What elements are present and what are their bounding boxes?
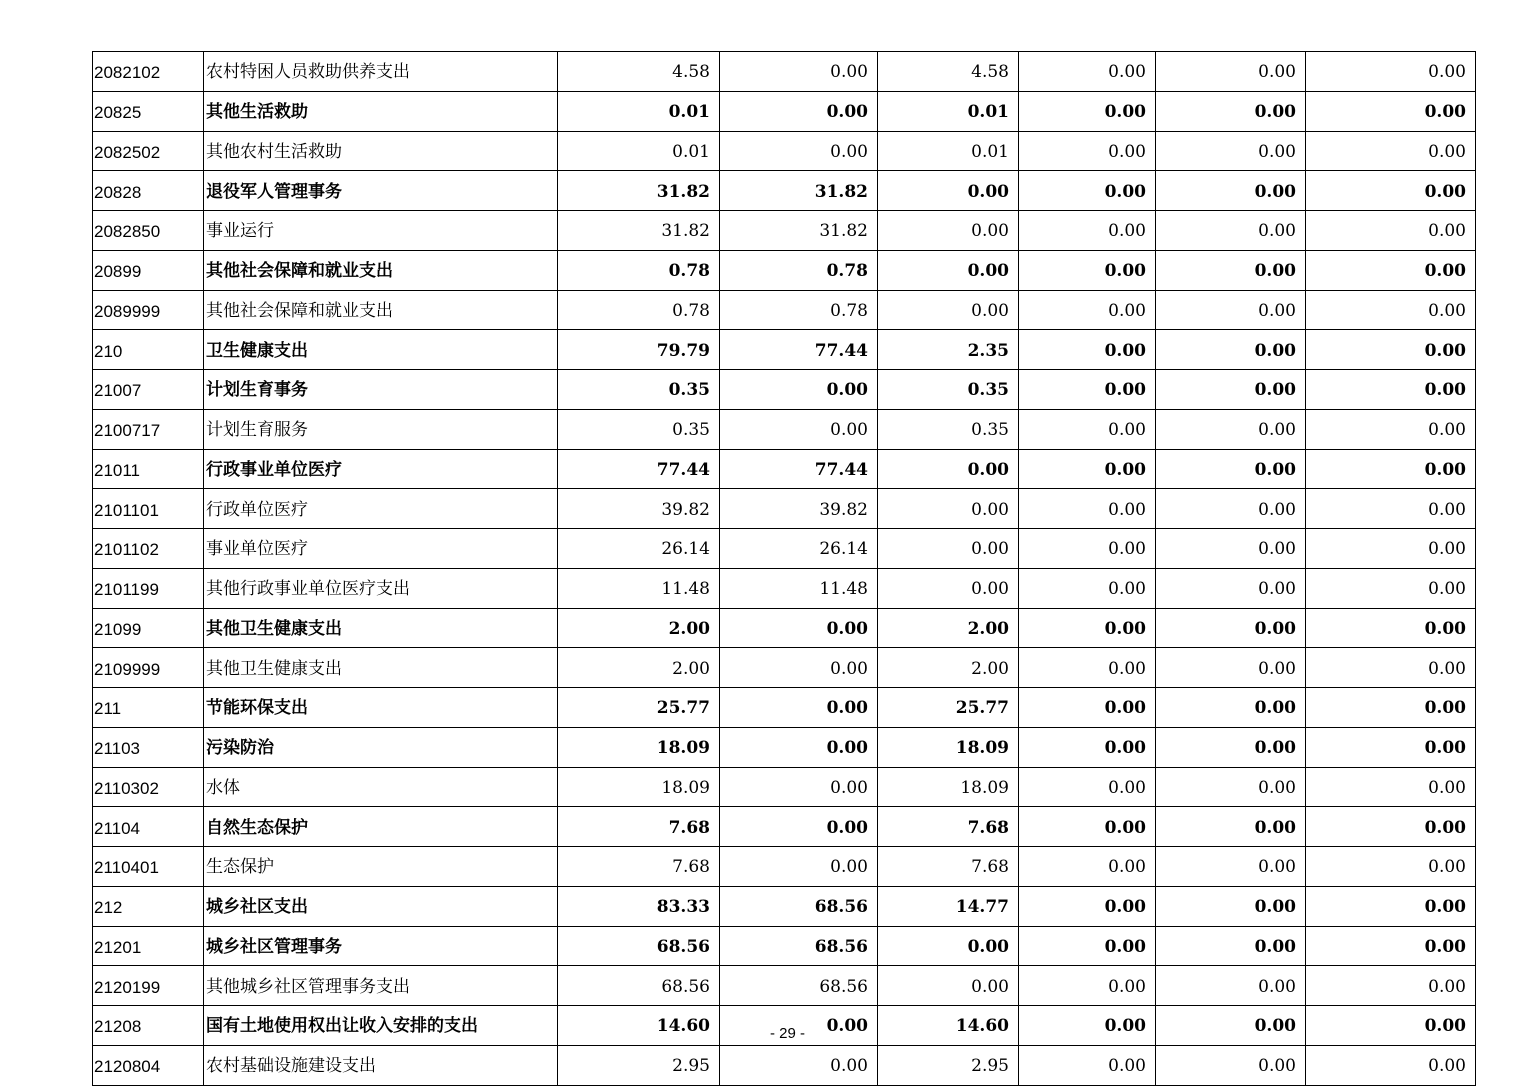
amount-cell-col-5: 0.00 bbox=[1156, 807, 1306, 847]
amount-cell-col-3: 0.01 bbox=[878, 131, 1019, 171]
amount-cell-col-2: 0.00 bbox=[720, 52, 878, 92]
amount-cell-col-2: 0.78 bbox=[720, 290, 878, 330]
subject-name-cell: 事业单位医疗 bbox=[204, 529, 558, 569]
amount-cell-col-4: 0.00 bbox=[1019, 529, 1156, 569]
amount-cell-col-5: 0.00 bbox=[1156, 211, 1306, 251]
amount-cell-col-2: 77.44 bbox=[720, 449, 878, 489]
amount-cell-col-2: 77.44 bbox=[720, 330, 878, 370]
amount-cell-col-4: 0.00 bbox=[1019, 966, 1156, 1006]
amount-cell-col-2: 0.00 bbox=[720, 767, 878, 807]
subject-code-cell: 20825 bbox=[93, 91, 204, 131]
amount-cell-col-5: 0.00 bbox=[1156, 608, 1306, 648]
amount-cell-col-3: 2.95 bbox=[878, 1045, 1019, 1085]
subject-name-cell: 其他行政事业单位医疗支出 bbox=[204, 568, 558, 608]
amount-cell-col-2: 0.00 bbox=[720, 847, 878, 887]
amount-cell-col-4: 0.00 bbox=[1019, 767, 1156, 807]
amount-cell-col-1: 39.82 bbox=[558, 489, 720, 529]
amount-cell-col-6: 0.00 bbox=[1306, 568, 1476, 608]
amount-cell-col-2: 0.78 bbox=[720, 250, 878, 290]
amount-cell-col-5: 0.00 bbox=[1156, 171, 1306, 211]
amount-cell-col-4: 0.00 bbox=[1019, 250, 1156, 290]
amount-cell-col-5: 0.00 bbox=[1156, 568, 1306, 608]
table-row bbox=[93, 966, 1476, 1006]
amount-cell-col-4: 0.00 bbox=[1019, 568, 1156, 608]
subject-code-cell: 2082102 bbox=[93, 52, 204, 92]
subject-name-cell: 污染防治 bbox=[204, 727, 558, 767]
table-row bbox=[93, 489, 1476, 529]
amount-cell-col-5: 0.00 bbox=[1156, 290, 1306, 330]
amount-cell-col-6: 0.00 bbox=[1306, 727, 1476, 767]
table-row bbox=[93, 250, 1476, 290]
amount-cell-col-1: 83.33 bbox=[558, 886, 720, 926]
amount-cell-col-6: 0.00 bbox=[1306, 91, 1476, 131]
subject-code-cell: 2120199 bbox=[93, 966, 204, 1006]
amount-cell-col-6: 0.00 bbox=[1306, 886, 1476, 926]
amount-cell-col-3: 25.77 bbox=[878, 688, 1019, 728]
table-row bbox=[93, 886, 1476, 926]
amount-cell-col-6: 0.00 bbox=[1306, 608, 1476, 648]
amount-cell-col-6: 0.00 bbox=[1306, 250, 1476, 290]
amount-cell-col-1: 0.78 bbox=[558, 290, 720, 330]
subject-name-cell: 其他社会保障和就业支出 bbox=[204, 250, 558, 290]
amount-cell-col-2: 68.56 bbox=[720, 886, 878, 926]
subject-name-cell: 其他卫生健康支出 bbox=[204, 648, 558, 688]
amount-cell-col-3: 4.58 bbox=[878, 52, 1019, 92]
amount-cell-col-1: 4.58 bbox=[558, 52, 720, 92]
subject-name-cell: 城乡社区管理事务 bbox=[204, 926, 558, 966]
subject-name-cell: 计划生育事务 bbox=[204, 370, 558, 410]
amount-cell-col-1: 0.35 bbox=[558, 370, 720, 410]
amount-cell-col-6: 0.00 bbox=[1306, 767, 1476, 807]
subject-code-cell: 2120804 bbox=[93, 1045, 204, 1085]
amount-cell-col-5: 0.00 bbox=[1156, 886, 1306, 926]
amount-cell-col-4: 0.00 bbox=[1019, 290, 1156, 330]
amount-cell-col-1: 26.14 bbox=[558, 529, 720, 569]
amount-cell-col-6: 0.00 bbox=[1306, 171, 1476, 211]
subject-code-cell: 21099 bbox=[93, 608, 204, 648]
subject-name-cell: 城乡社区支出 bbox=[204, 886, 558, 926]
amount-cell-col-3: 0.00 bbox=[878, 449, 1019, 489]
subject-name-cell: 其他城乡社区管理事务支出 bbox=[204, 966, 558, 1006]
amount-cell-col-5: 0.00 bbox=[1156, 330, 1306, 370]
amount-cell-col-3: 2.00 bbox=[878, 608, 1019, 648]
amount-cell-col-2: 0.00 bbox=[720, 648, 878, 688]
amount-cell-col-6: 0.00 bbox=[1306, 330, 1476, 370]
table-row bbox=[93, 449, 1476, 489]
amount-cell-col-1: 31.82 bbox=[558, 211, 720, 251]
table-row bbox=[93, 131, 1476, 171]
amount-cell-col-2: 0.00 bbox=[720, 409, 878, 449]
subject-name-cell: 卫生健康支出 bbox=[204, 330, 558, 370]
amount-cell-col-2: 0.00 bbox=[720, 1006, 878, 1046]
amount-cell-col-3: 0.35 bbox=[878, 370, 1019, 410]
amount-cell-col-2: 0.00 bbox=[720, 131, 878, 171]
amount-cell-col-6: 0.00 bbox=[1306, 489, 1476, 529]
amount-cell-col-4: 0.00 bbox=[1019, 449, 1156, 489]
subject-name-cell: 节能环保支出 bbox=[204, 688, 558, 728]
amount-cell-col-5: 0.00 bbox=[1156, 409, 1306, 449]
subject-code-cell: 2089999 bbox=[93, 290, 204, 330]
amount-cell-col-3: 0.00 bbox=[878, 568, 1019, 608]
subject-name-cell: 其他农村生活救助 bbox=[204, 131, 558, 171]
table-row bbox=[93, 171, 1476, 211]
subject-code-cell: 2109999 bbox=[93, 648, 204, 688]
subject-name-cell: 计划生育服务 bbox=[204, 409, 558, 449]
table-row bbox=[93, 409, 1476, 449]
amount-cell-col-5: 0.00 bbox=[1156, 489, 1306, 529]
amount-cell-col-5: 0.00 bbox=[1156, 1006, 1306, 1046]
amount-cell-col-6: 0.00 bbox=[1306, 370, 1476, 410]
subject-name-cell: 水体 bbox=[204, 767, 558, 807]
amount-cell-col-5: 0.00 bbox=[1156, 727, 1306, 767]
amount-cell-col-5: 0.00 bbox=[1156, 648, 1306, 688]
subject-code-cell: 2101199 bbox=[93, 568, 204, 608]
amount-cell-col-5: 0.00 bbox=[1156, 1045, 1306, 1085]
subject-code-cell: 2101102 bbox=[93, 529, 204, 569]
amount-cell-col-1: 25.77 bbox=[558, 688, 720, 728]
amount-cell-col-3: 0.01 bbox=[878, 91, 1019, 131]
amount-cell-col-1: 68.56 bbox=[558, 926, 720, 966]
amount-cell-col-1: 18.09 bbox=[558, 727, 720, 767]
amount-cell-col-2: 31.82 bbox=[720, 171, 878, 211]
amount-cell-col-4: 0.00 bbox=[1019, 91, 1156, 131]
amount-cell-col-4: 0.00 bbox=[1019, 608, 1156, 648]
amount-cell-col-1: 0.78 bbox=[558, 250, 720, 290]
subject-code-cell: 212 bbox=[93, 886, 204, 926]
amount-cell-col-6: 0.00 bbox=[1306, 52, 1476, 92]
amount-cell-col-4: 0.00 bbox=[1019, 886, 1156, 926]
subject-name-cell: 其他卫生健康支出 bbox=[204, 608, 558, 648]
amount-cell-col-2: 31.82 bbox=[720, 211, 878, 251]
amount-cell-col-3: 0.00 bbox=[878, 250, 1019, 290]
subject-code-cell: 21104 bbox=[93, 807, 204, 847]
amount-cell-col-2: 0.00 bbox=[720, 1045, 878, 1085]
amount-cell-col-1: 2.00 bbox=[558, 648, 720, 688]
amount-cell-col-2: 26.14 bbox=[720, 529, 878, 569]
table-row bbox=[93, 330, 1476, 370]
amount-cell-col-3: 14.60 bbox=[878, 1006, 1019, 1046]
amount-cell-col-4: 0.00 bbox=[1019, 52, 1156, 92]
amount-cell-col-1: 0.01 bbox=[558, 91, 720, 131]
table-row bbox=[93, 767, 1476, 807]
amount-cell-col-5: 0.00 bbox=[1156, 52, 1306, 92]
amount-cell-col-3: 2.00 bbox=[878, 648, 1019, 688]
amount-cell-col-1: 77.44 bbox=[558, 449, 720, 489]
table-row bbox=[93, 568, 1476, 608]
amount-cell-col-1: 18.09 bbox=[558, 767, 720, 807]
amount-cell-col-1: 14.60 bbox=[558, 1006, 720, 1046]
amount-cell-col-6: 0.00 bbox=[1306, 847, 1476, 887]
amount-cell-col-3: 18.09 bbox=[878, 727, 1019, 767]
amount-cell-col-5: 0.00 bbox=[1156, 250, 1306, 290]
amount-cell-col-2: 0.00 bbox=[720, 688, 878, 728]
subject-code-cell: 21103 bbox=[93, 727, 204, 767]
amount-cell-col-5: 0.00 bbox=[1156, 847, 1306, 887]
table-row bbox=[93, 290, 1476, 330]
table-row bbox=[93, 807, 1476, 847]
amount-cell-col-4: 0.00 bbox=[1019, 926, 1156, 966]
amount-cell-col-4: 0.00 bbox=[1019, 1045, 1156, 1085]
subject-code-cell: 2100717 bbox=[93, 409, 204, 449]
amount-cell-col-6: 0.00 bbox=[1306, 290, 1476, 330]
amount-cell-col-5: 0.00 bbox=[1156, 926, 1306, 966]
amount-cell-col-6: 0.00 bbox=[1306, 409, 1476, 449]
amount-cell-col-4: 0.00 bbox=[1019, 211, 1156, 251]
subject-code-cell: 211 bbox=[93, 688, 204, 728]
amount-cell-col-4: 0.00 bbox=[1019, 807, 1156, 847]
table-row bbox=[93, 648, 1476, 688]
table-row bbox=[93, 727, 1476, 767]
table-body bbox=[93, 52, 1476, 1086]
amount-cell-col-2: 0.00 bbox=[720, 370, 878, 410]
subject-code-cell: 20828 bbox=[93, 171, 204, 211]
subject-code-cell: 21201 bbox=[93, 926, 204, 966]
amount-cell-col-5: 0.00 bbox=[1156, 529, 1306, 569]
amount-cell-col-6: 0.00 bbox=[1306, 688, 1476, 728]
subject-code-cell: 21011 bbox=[93, 449, 204, 489]
amount-cell-col-5: 0.00 bbox=[1156, 688, 1306, 728]
amount-cell-col-3: 0.00 bbox=[878, 171, 1019, 211]
amount-cell-col-3: 2.35 bbox=[878, 330, 1019, 370]
amount-cell-col-3: 18.09 bbox=[878, 767, 1019, 807]
amount-cell-col-6: 0.00 bbox=[1306, 807, 1476, 847]
subject-code-cell: 2110302 bbox=[93, 767, 204, 807]
table-row bbox=[93, 926, 1476, 966]
amount-cell-col-4: 0.00 bbox=[1019, 131, 1156, 171]
table-row bbox=[93, 91, 1476, 131]
subject-name-cell: 农村基础设施建设支出 bbox=[204, 1045, 558, 1085]
subject-name-cell: 国有土地使用权出让收入安排的支出 bbox=[204, 1006, 558, 1046]
table-row bbox=[93, 847, 1476, 887]
subject-name-cell: 事业运行 bbox=[204, 211, 558, 251]
table-row bbox=[93, 211, 1476, 251]
amount-cell-col-2: 39.82 bbox=[720, 489, 878, 529]
amount-cell-col-3: 7.68 bbox=[878, 807, 1019, 847]
amount-cell-col-2: 0.00 bbox=[720, 608, 878, 648]
amount-cell-col-4: 0.00 bbox=[1019, 370, 1156, 410]
amount-cell-col-6: 0.00 bbox=[1306, 966, 1476, 1006]
amount-cell-col-3: 0.00 bbox=[878, 489, 1019, 529]
table-row bbox=[93, 370, 1476, 410]
amount-cell-col-1: 68.56 bbox=[558, 966, 720, 1006]
amount-cell-col-5: 0.00 bbox=[1156, 131, 1306, 171]
amount-cell-col-1: 7.68 bbox=[558, 807, 720, 847]
subject-code-cell: 2082850 bbox=[93, 211, 204, 251]
amount-cell-col-2: 68.56 bbox=[720, 966, 878, 1006]
subject-name-cell: 生态保护 bbox=[204, 847, 558, 887]
amount-cell-col-4: 0.00 bbox=[1019, 648, 1156, 688]
amount-cell-col-6: 0.00 bbox=[1306, 211, 1476, 251]
subject-name-cell: 其他生活救助 bbox=[204, 91, 558, 131]
amount-cell-col-2: 68.56 bbox=[720, 926, 878, 966]
page-number: - 29 - bbox=[769, 1025, 805, 1042]
amount-cell-col-4: 0.00 bbox=[1019, 409, 1156, 449]
amount-cell-col-4: 0.00 bbox=[1019, 727, 1156, 767]
amount-cell-col-2: 0.00 bbox=[720, 727, 878, 767]
amount-cell-col-2: 11.48 bbox=[720, 568, 878, 608]
amount-cell-col-3: 0.00 bbox=[878, 290, 1019, 330]
amount-cell-col-6: 0.00 bbox=[1306, 449, 1476, 489]
table-row bbox=[93, 52, 1476, 92]
amount-cell-col-3: 14.77 bbox=[878, 886, 1019, 926]
subject-code-cell: 21007 bbox=[93, 370, 204, 410]
amount-cell-col-1: 31.82 bbox=[558, 171, 720, 211]
amount-cell-col-3: 7.68 bbox=[878, 847, 1019, 887]
amount-cell-col-4: 0.00 bbox=[1019, 847, 1156, 887]
amount-cell-col-3: 0.00 bbox=[878, 211, 1019, 251]
amount-cell-col-1: 2.00 bbox=[558, 608, 720, 648]
amount-cell-col-1: 0.35 bbox=[558, 409, 720, 449]
amount-cell-col-3: 0.00 bbox=[878, 926, 1019, 966]
subject-code-cell: 210 bbox=[93, 330, 204, 370]
amount-cell-col-4: 0.00 bbox=[1019, 171, 1156, 211]
amount-cell-col-1: 0.01 bbox=[558, 131, 720, 171]
subject-code-cell: 20899 bbox=[93, 250, 204, 290]
table-row bbox=[93, 688, 1476, 728]
amount-cell-col-4: 0.00 bbox=[1019, 688, 1156, 728]
table-row bbox=[93, 529, 1476, 569]
amount-cell-col-5: 0.00 bbox=[1156, 966, 1306, 1006]
amount-cell-col-1: 2.95 bbox=[558, 1045, 720, 1085]
subject-code-cell: 2101101 bbox=[93, 489, 204, 529]
subject-name-cell: 行政事业单位医疗 bbox=[204, 449, 558, 489]
amount-cell-col-5: 0.00 bbox=[1156, 370, 1306, 410]
amount-cell-col-4: 0.00 bbox=[1019, 1006, 1156, 1046]
amount-cell-col-3: 0.00 bbox=[878, 529, 1019, 569]
amount-cell-col-6: 0.00 bbox=[1306, 131, 1476, 171]
amount-cell-col-5: 0.00 bbox=[1156, 91, 1306, 131]
amount-cell-col-6: 0.00 bbox=[1306, 529, 1476, 569]
amount-cell-col-6: 0.00 bbox=[1306, 1045, 1476, 1085]
amount-cell-col-1: 79.79 bbox=[558, 330, 720, 370]
subject-code-cell: 21208 bbox=[93, 1006, 204, 1046]
amount-cell-col-2: 0.00 bbox=[720, 91, 878, 131]
table-row bbox=[93, 608, 1476, 648]
amount-cell-col-6: 0.00 bbox=[1306, 648, 1476, 688]
amount-cell-col-5: 0.00 bbox=[1156, 449, 1306, 489]
subject-code-cell: 2110401 bbox=[93, 847, 204, 887]
amount-cell-col-2: 0.00 bbox=[720, 807, 878, 847]
subject-code-cell: 2082502 bbox=[93, 131, 204, 171]
amount-cell-col-3: 0.35 bbox=[878, 409, 1019, 449]
table-row bbox=[93, 1045, 1476, 1085]
subject-name-cell: 行政单位医疗 bbox=[204, 489, 558, 529]
subject-name-cell: 其他社会保障和就业支出 bbox=[204, 290, 558, 330]
amount-cell-col-4: 0.00 bbox=[1019, 489, 1156, 529]
subject-name-cell: 退役军人管理事务 bbox=[204, 171, 558, 211]
amount-cell-col-1: 11.48 bbox=[558, 568, 720, 608]
budget-table bbox=[92, 51, 1476, 1086]
amount-cell-col-1: 7.68 bbox=[558, 847, 720, 887]
amount-cell-col-3: 0.00 bbox=[878, 966, 1019, 1006]
subject-name-cell: 自然生态保护 bbox=[204, 807, 558, 847]
amount-cell-col-6: 0.00 bbox=[1306, 926, 1476, 966]
subject-name-cell: 农村特困人员救助供养支出 bbox=[204, 52, 558, 92]
amount-cell-col-5: 0.00 bbox=[1156, 767, 1306, 807]
amount-cell-col-4: 0.00 bbox=[1019, 330, 1156, 370]
amount-cell-col-6: 0.00 bbox=[1306, 1006, 1476, 1046]
